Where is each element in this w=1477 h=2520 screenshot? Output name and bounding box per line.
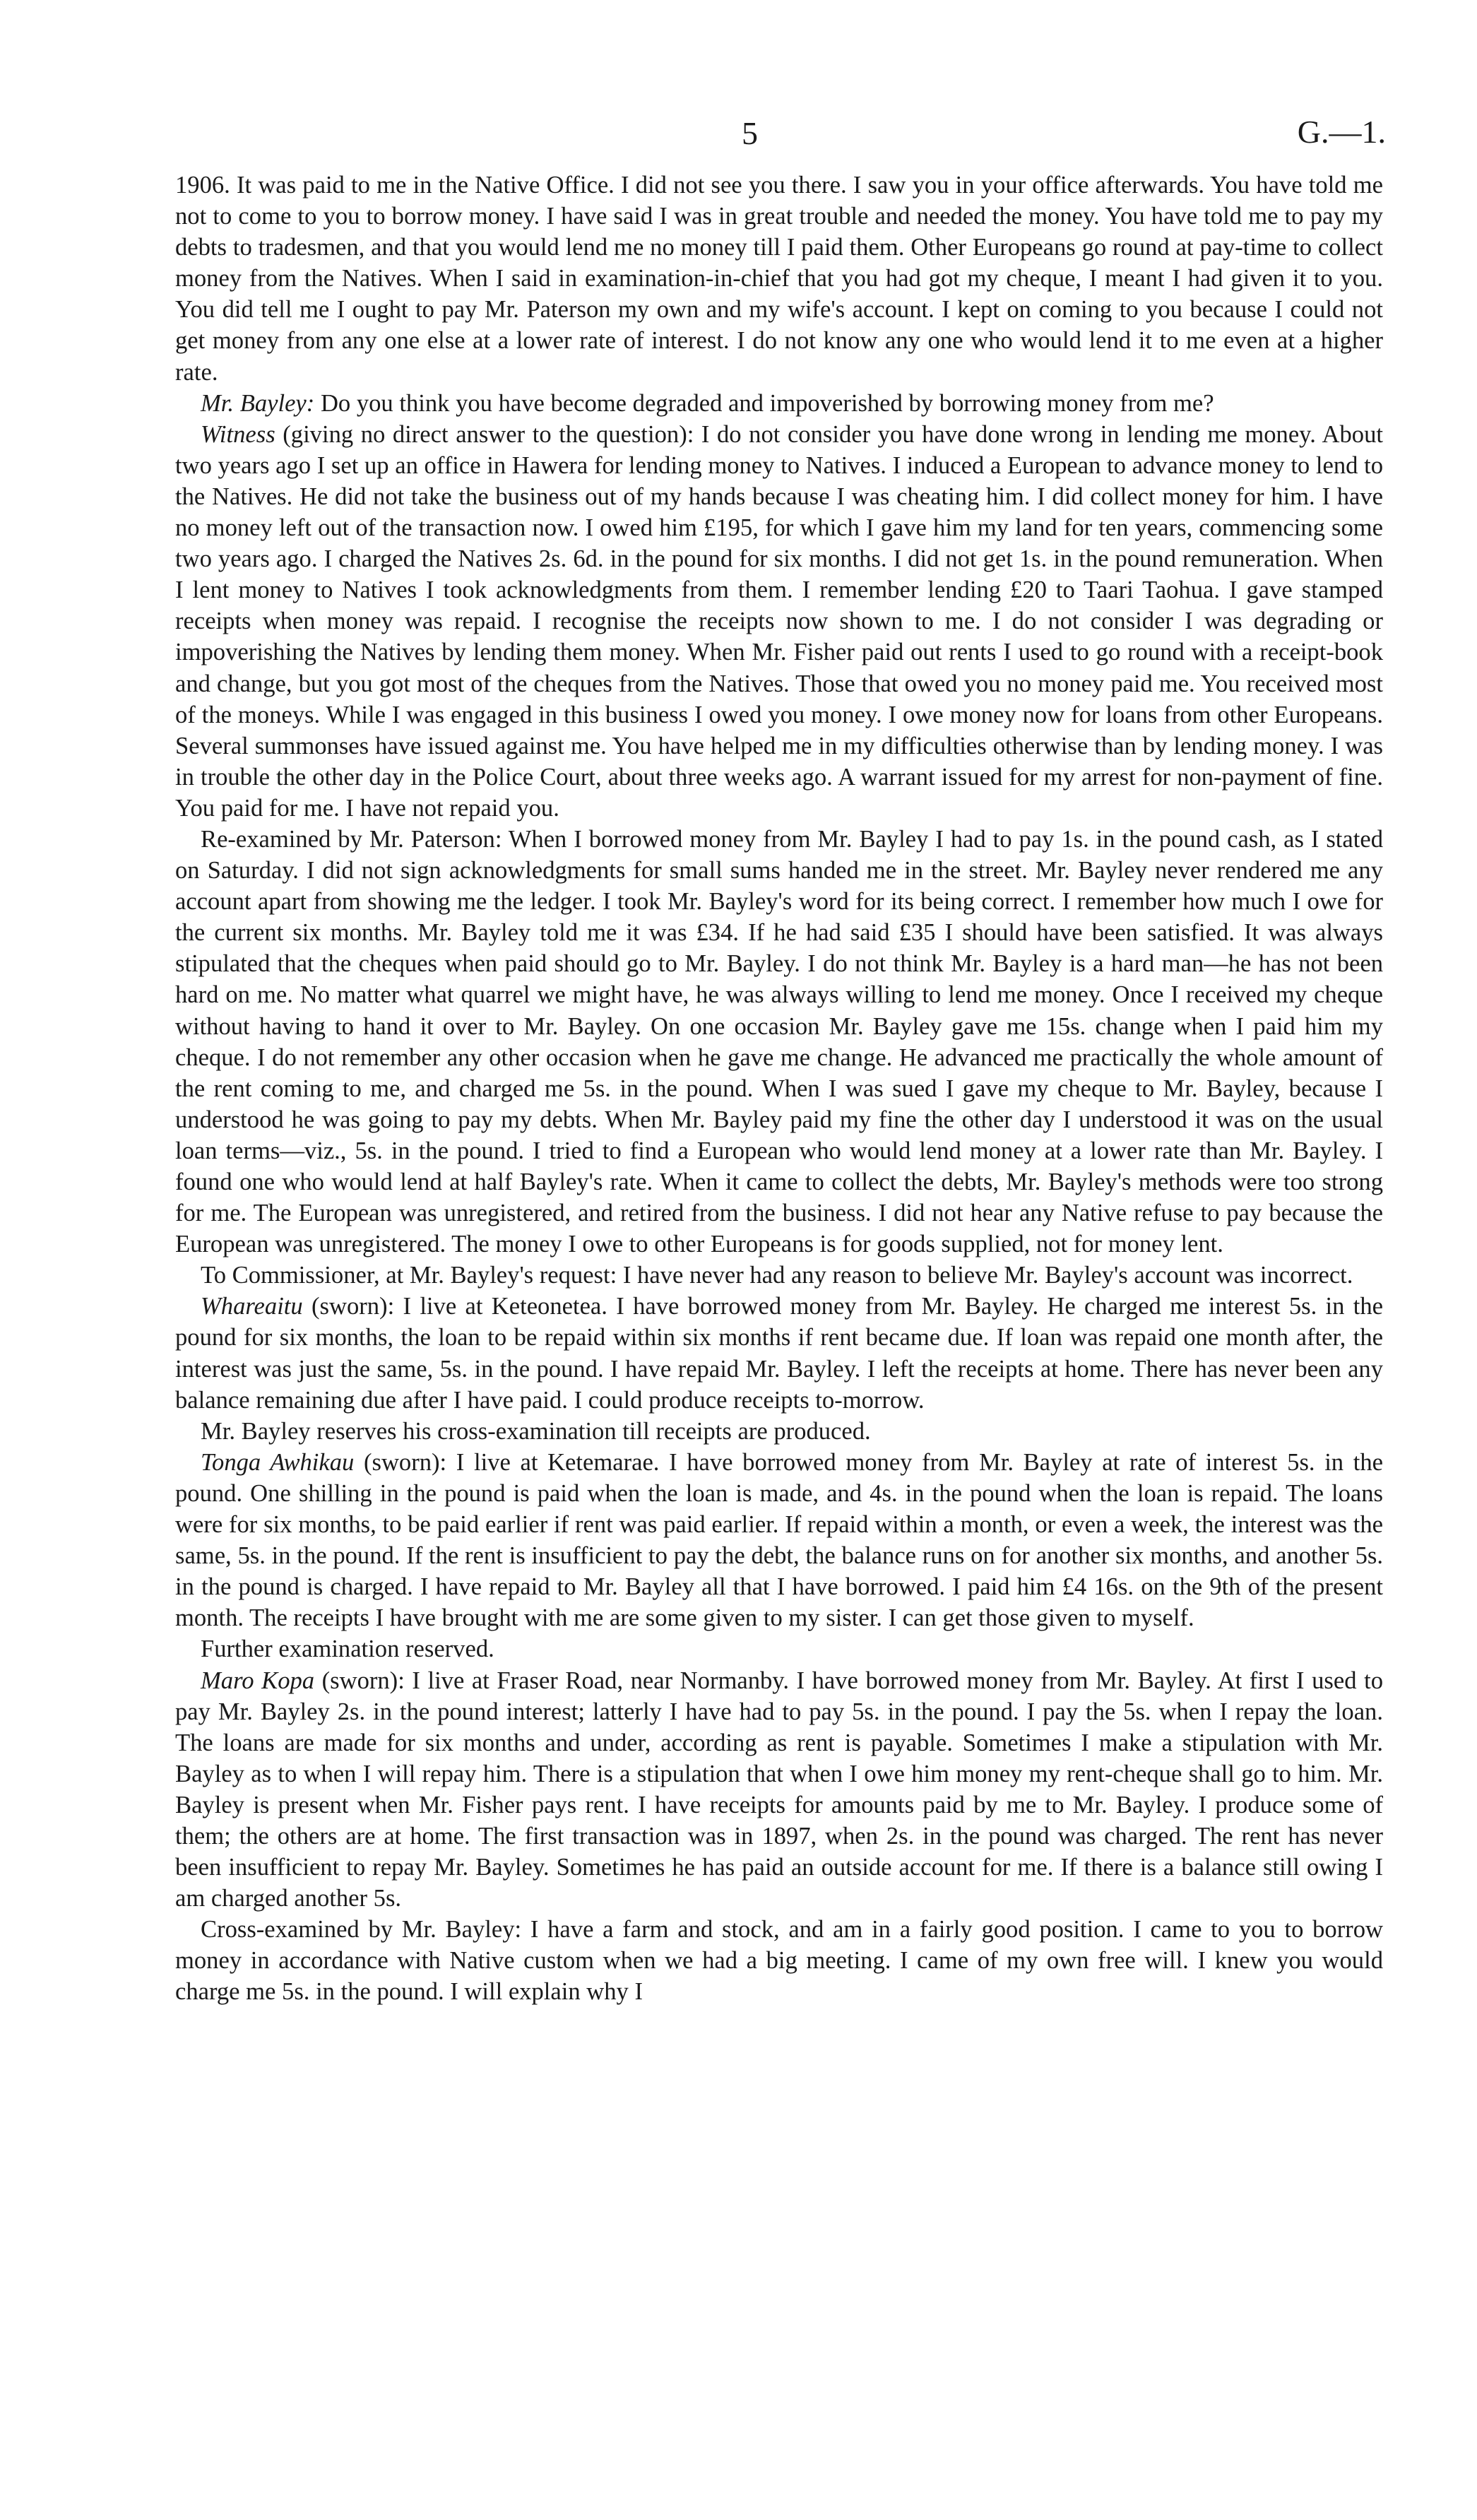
paragraph-maro-kopa-testimony	[175, 1665, 1383, 1915]
paragraph-text: (giving no direct answer to the question): I do not consider you have done wrong in lending me money. About two years ago I set up an office in Hawera for lending money to Natives. I induced a European to advance money to lend to the Natives. He did not take the business out of my hands because I was cheating him. I did collect money for him. I have no money left out of the transaction now. I owed him £195, for which I gave him my land for ten years, commencing some two years ago. I charged the Natives 2s. 6d. in the pound for six months. I did not get 1s. in the pound remuneration. When I lent money to Natives I took acknowledgments from them. I remember lending £20 to Taari Taohua. I gave stamped receipts when money was repaid. I recognise the receipts now shown to me. I do not consider I was degrading or impoverishing the Natives by lending them money. When Mr. Fisher paid out rents I used to go round with a receipt-book and change, but you got most of the cheques from the Natives. Those that owed you no money paid me. You received most of the moneys. While I was engaged in this business I owed you money. I owe money now for loans from other Europeans. Several summonses have issued against me. You have helped me in my difficulties otherwise than by lending money. I was in trouble the other day in the Police Court, about three weeks ago. A warrant issued for my arrest for non-payment of fine. You paid for me. I have not repaid you.	[175, 420, 1383, 822]
paragraph-further-examination-note	[175, 1633, 1383, 1664]
paragraph-witness-answer	[175, 419, 1383, 824]
speaker-name: Tonga Awhikau	[201, 1448, 355, 1476]
paragraph-text: (sworn): I live at Fraser Road, near Normanby. I have borrowed money from Mr. Bayley. At first I used to pay Mr. Bayley 2s. in the pound interest; latterly I have had to pay 5s. in the pound. I pay the 5s. when I repay the loan. The loans are made for six months and under, according as rent is payable. Sometimes I make a stipulation with Mr. Bayley as to when I will repay him. There is a stipulation that when I owe him money my rent-cheque shall go to him. Mr. Bayley is present when Mr. Fisher pays rent. I have receipts for amounts paid by me to Mr. Bayley. I produce some of them; the others are at home. The first transaction was in 1897, when 2s. in the pound was charged. The rent has never been insufficient to repay Mr. Bayley. Sometimes he has paid an outside account for me. If there is a balance still owing I am charged another 5s.	[175, 1667, 1383, 1912]
speaker-name: Whareaitu	[201, 1293, 303, 1320]
paragraph-text: Re-examined by Mr. Paterson: When I borrowed money from Mr. Bayley I had to pay 1s. in the pound cash, as I stated on Saturday. I did not sign acknowledgments for small sums handed me in the street. Mr. Bayley never rendered me any account apart from showing me the ledger. I took Mr. Bayley's word for its being correct. I remember how much I owe for the current six months. Mr. Bayley told me it was £34. If he had said £35 I should have been satisfied. It was always stipulated that the cheques when paid should go to Mr. Bayley. I do not think Mr. Bayley is a hard man—he has not been hard on me. No matter what quarrel we might have, he was always willing to lend me money. Once I received my cheque without having to hand it over to Mr. Bayley. On one occasion Mr. Bayley gave me 15s. change when I paid him my cheque. I do not remember any other occasion when he gave me change. He advanced me practically the whole amount of the rent coming to me, and charged me 5s. in the pound. When I was sued I gave my cheque to Mr. Bayley, because I understood he was going to pay my debts. When Mr. Bayley paid my fine the other day I understood it was on the usual loan terms—viz., 5s. in the pound. I tried to find a European who would lend money at a lower rate than Mr. Bayley. I found one who would lend at half Bayley's rate. When it came to collect the debts, Mr. Bayley's methods were too strong for me. The European was unregistered, and retired from the business. I did not hear any Native refuse to pay because the European was unregistered. The money I owe to other Europeans is for goods supplied, not for money lent.	[175, 825, 1383, 1258]
paragraph-question-bayley	[175, 388, 1383, 419]
page-number: 5	[742, 115, 758, 151]
paragraph-text: Mr. Bayley reserves his cross-examination till receipts are produced.	[201, 1417, 871, 1445]
speaker-name: Witness	[201, 420, 275, 448]
document-page	[175, 106, 1386, 2008]
paragraph-text: (sworn): I live at Keteonetea. I have borrowed money from Mr. Bayley. He charged me interest 5s. in the pound for six months, the loan to be repaid within six months if rent became due. If loan was repaid one month after, the interest was just the same, 5s. in the pound. I have repaid Mr. Bayley. I left the receipts at home. There has never been any balance remaining due after I have paid. I could produce receipts to-morrow.	[175, 1293, 1383, 1414]
speaker-name: Mr. Bayley:	[201, 389, 315, 417]
paragraph-reservation-note	[175, 1416, 1383, 1447]
paragraph-cross-examination	[175, 1914, 1383, 2007]
speaker-name: Maro Kopa	[201, 1667, 315, 1694]
paragraph-whareaitu-testimony	[175, 1291, 1383, 1415]
paragraph-re-examination	[175, 824, 1383, 1260]
paragraph-text: (sworn): I live at Ketemarae. I have borrowed money from Mr. Bayley at rate of interest 5s. in the pound. One shilling in the pound is paid when the loan is made, and 4s. in the pound when the loan is repaid. The loans were for six months, to be paid earlier if rent was paid earlier. If repaid within a month, or even a week, the interest was the same, 5s. in the pound. If the rent is insufficient to pay the debt, the balance runs on for another six months, and another 5s. in the pound is charged. I have repaid to Mr. Bayley all that I have borrowed. I paid him £4 16s. on the 9th of the present month. The receipts I have brought with me are some given to my sister. I can get those given to myself.	[175, 1448, 1383, 1632]
paragraph-text: Do you think you have become degraded and impoverished by borrowing money from me?	[314, 389, 1214, 417]
document-reference: G.—1.	[1297, 114, 1386, 150]
paragraph-text: To Commissioner, at Mr. Bayley's request: I have never had any reason to believe Mr. Bayley's account was incorrect.	[201, 1262, 1353, 1289]
paragraph-text: Further examination reserved.	[201, 1635, 494, 1663]
paragraph-text: Cross-examined by Mr. Bayley: I have a farm and stock, and am in a fairly good position. I came to you to borrow money in accordance with Native custom when we had a big meeting. I came of my own free will. I knew you would charge me 5s. in the pound. I will explain why I	[175, 1916, 1383, 2006]
paragraph-tonga-awhikau-testimony	[175, 1447, 1383, 1634]
paragraph-to-commissioner	[175, 1260, 1383, 1291]
paragraph-text: 1906. It was paid to me in the Native Office. I did not see you there. I saw you in your office afterwards. You have told me not to come to you to borrow money. I have said I was in great trouble and needed the money. You have told me to pay my debts to tradesmen, and that you would lend me no money till I paid them. Other Europeans go round at pay-time to collect money from the Natives. When I said in examination-in-chief that you had got my cheque, I meant I had given it to you. You did tell me I ought to pay Mr. Paterson my own and my wife's account. I kept on coming to you because I could not get money from any one else at a lower rate of interest. I do not know any one who would lend it to me even at a higher rate.	[175, 172, 1383, 386]
paragraph-continuation	[175, 170, 1383, 388]
document-body	[175, 170, 1383, 2008]
page-header	[175, 106, 1386, 170]
